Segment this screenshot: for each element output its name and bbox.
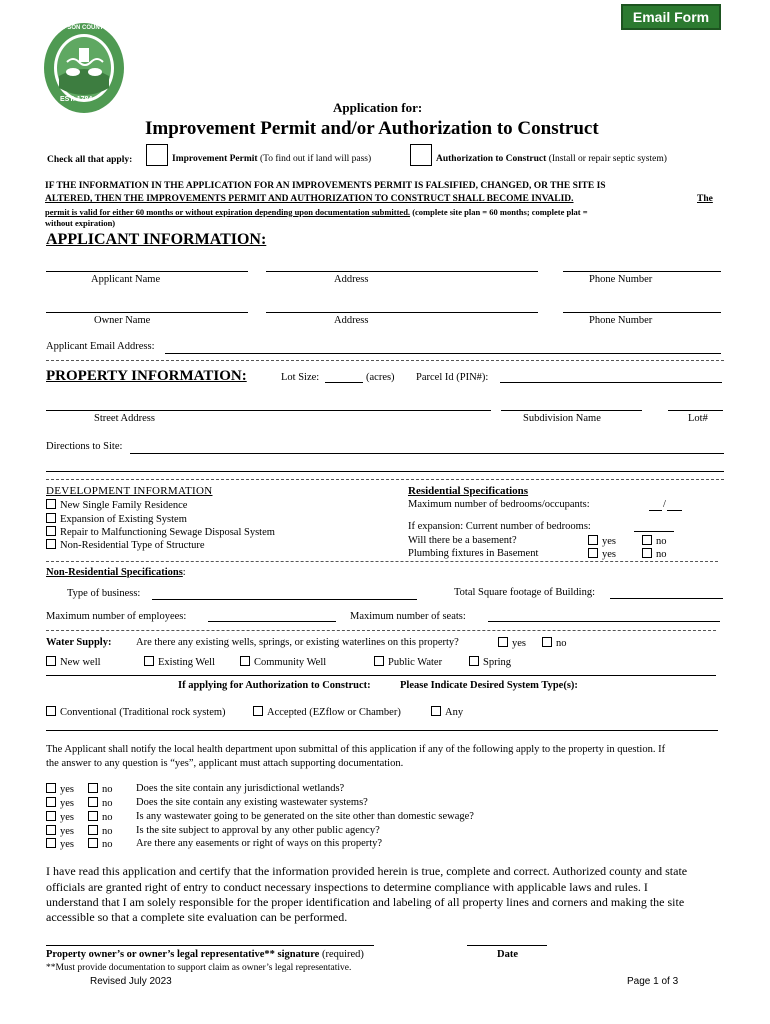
parcel-label: Parcel Id (PIN#): [416, 372, 489, 383]
divider [46, 675, 716, 676]
nonres-heading: Non-Residential Specifications: [46, 567, 186, 578]
checkbox[interactable] [253, 706, 263, 716]
applicant-address-field[interactable] [266, 271, 538, 272]
q5-yes[interactable]: yes [46, 838, 74, 850]
warning-line3: permit is valid for either 60 months or without expiration depending upon documentation submitted. (complete site plan = 60 months; complete plat = [45, 207, 588, 217]
question-3: Is any wastewater going to be generated on the site other than domestic sewage? [136, 811, 474, 822]
property-heading: PROPERTY INFORMATION: [46, 368, 247, 384]
q3-no[interactable]: no [88, 811, 113, 823]
q2-no[interactable]: no [88, 797, 113, 809]
certify-line3: understand that I am solely responsible for the proper identification and labeling of all property lines and corners and making the site [46, 895, 685, 909]
checkbox[interactable] [46, 838, 56, 848]
certify-line4: accessible so that a complete site evaluation can be performed. [46, 910, 348, 924]
parcel-field[interactable] [500, 382, 722, 383]
water-option-new-well[interactable]: New well [46, 656, 101, 668]
water-yes[interactable]: yes [498, 637, 526, 649]
seal-top-text: SAMPSON COUNTY, N.C. [50, 25, 123, 31]
water-option-existing-well[interactable]: Existing Well [144, 656, 215, 668]
directions-label: Directions to Site: [46, 441, 123, 452]
lot-size-label: Lot Size: [281, 372, 320, 383]
checkbox[interactable] [498, 637, 508, 647]
lot-label: Lot# [688, 413, 708, 424]
applicant-phone-label: Phone Number [589, 274, 653, 285]
owner-name-field[interactable] [46, 312, 248, 313]
dev-option-expansion[interactable]: Expansion of Existing System [46, 513, 187, 525]
divider [46, 630, 716, 631]
checkbox[interactable] [431, 706, 441, 716]
checkbox[interactable] [46, 797, 56, 807]
system-prompt-1: If applying for Authorization to Construct: [178, 680, 371, 691]
authorization-checkbox[interactable] [410, 144, 432, 166]
water-supply-label: Water Supply: [46, 637, 112, 648]
water-option-spring[interactable]: Spring [469, 656, 511, 668]
question-5: Are there any easements or right of ways on this property? [136, 838, 383, 849]
water-no[interactable]: no [542, 637, 567, 649]
checkbox[interactable] [46, 656, 56, 666]
directions-field[interactable] [130, 453, 724, 454]
employees-field[interactable] [208, 621, 336, 622]
checkbox[interactable] [88, 825, 98, 835]
improvement-permit-checkbox[interactable] [146, 144, 168, 166]
checkbox[interactable] [46, 811, 56, 821]
checkbox[interactable] [46, 526, 56, 536]
form-title: Improvement Permit and/or Authorization to Construct [145, 118, 599, 139]
checkbox[interactable] [88, 783, 98, 793]
applicant-heading: APPLICANT INFORMATION: [46, 231, 267, 248]
notify-line1: The Applicant shall notify the local health department upon submittal of this application if any of the following apply to the property in question. If [46, 744, 666, 755]
question-2: Does the site contain any existing wastewater systems? [136, 797, 368, 808]
system-prompt-2: Please Indicate Desired System Type(s): [400, 680, 578, 691]
divider [46, 360, 724, 361]
plumbing-no[interactable]: no [642, 548, 667, 560]
warning-line4: without expiration) [45, 218, 116, 228]
certify-line1: I have read this application and certify that the information provided herein is true, complete and correct. Authorized county and state [46, 864, 688, 878]
directions-field-2[interactable] [46, 471, 724, 472]
question-4: Is the site subject to approval by any other public agency? [136, 825, 380, 836]
q1-yes[interactable]: yes [46, 783, 74, 795]
q4-yes[interactable]: yes [46, 825, 74, 837]
q3-yes[interactable]: yes [46, 811, 74, 823]
email-label: Applicant Email Address: [46, 341, 155, 352]
owner-name-label: Owner Name [94, 315, 151, 326]
checkbox[interactable] [46, 706, 56, 716]
residential-heading: Residential Specifications [408, 485, 529, 497]
divider [46, 561, 718, 562]
question-1: Does the site contain any jurisdictional wetlands? [136, 783, 345, 794]
q5-no[interactable]: no [88, 838, 113, 850]
applicant-name-field[interactable] [46, 271, 248, 272]
applicant-phone-field[interactable] [563, 271, 721, 272]
current-bedrooms-field[interactable] [634, 531, 674, 532]
checkbox[interactable] [46, 499, 56, 509]
email-field[interactable] [165, 353, 721, 354]
checkbox[interactable] [46, 825, 56, 835]
current-bedrooms-label: If expansion: Current number of bedrooms: [408, 521, 591, 532]
dev-option-new-residence[interactable]: New Single Family Residence [46, 499, 187, 511]
representative-note: **Must provide documentation to support claim as owner’s legal representative. [46, 963, 352, 973]
page-number: Page 1 of 3 [627, 976, 679, 987]
checkbox[interactable] [88, 838, 98, 848]
notify-line2: the answer to any question is “yes”, applicant must attach supporting documentation. [46, 758, 404, 769]
dev-option-repair[interactable]: Repair to Malfunctioning Sewage Disposal System [46, 526, 275, 538]
business-type-field[interactable] [152, 599, 417, 600]
max-bedrooms-field[interactable] [649, 510, 662, 511]
water-option-community[interactable]: Community Well [240, 656, 326, 668]
plumbing-yes[interactable]: yes [588, 548, 616, 560]
sqft-field[interactable] [610, 598, 723, 599]
divider [46, 479, 724, 480]
owner-phone-label: Phone Number [589, 315, 653, 326]
seats-field[interactable] [488, 621, 720, 622]
checkbox[interactable] [469, 656, 479, 666]
certify-line2: officials are granted right of entry to conduct necessary inspections to determine compliance with applicable laws and rules. I [46, 880, 648, 894]
application-for-label: Application for: [333, 100, 423, 115]
checkbox[interactable] [588, 535, 598, 545]
max-occupants-field[interactable] [667, 510, 682, 511]
subdivision-label: Subdivision Name [523, 413, 601, 424]
street-label: Street Address [94, 413, 155, 424]
acres-label: (acres) [366, 372, 395, 383]
employees-label: Maximum number of employees: [46, 611, 187, 622]
slash: / [663, 499, 666, 510]
improvement-permit-option: Improvement Permit (To find out if land will pass) [172, 154, 372, 164]
checkbox[interactable] [46, 539, 56, 549]
warning-line2: ALTERED, THEN THE IMPROVEMENTS PERMIT AND AUTHORIZATION TO CONSTRUCT SHALL BECOME INVALID. [45, 194, 574, 204]
checkbox[interactable] [144, 656, 154, 666]
q2-yes[interactable]: yes [46, 797, 74, 809]
lot-size-field[interactable] [325, 382, 363, 383]
checkbox[interactable] [88, 811, 98, 821]
max-bedrooms-label: Maximum number of bedrooms/occupants: [408, 499, 590, 510]
street-field[interactable] [46, 410, 491, 411]
owner-address-field[interactable] [266, 312, 538, 313]
warning-line1: IF THE INFORMATION IN THE APPLICATION FOR AN IMPROVEMENTS PERMIT IS FALSIFIED, CHANGED, OR THE SITE IS [45, 181, 606, 191]
checkbox[interactable] [642, 548, 652, 558]
signature-field[interactable] [46, 945, 374, 946]
divider [46, 730, 718, 731]
revised-date: Revised July 2023 [90, 976, 172, 987]
checkbox[interactable] [240, 656, 250, 666]
checkbox[interactable] [374, 656, 384, 666]
system-option-conventional[interactable]: Conventional (Traditional rock system) [46, 706, 226, 718]
owner-phone-field[interactable] [563, 312, 721, 313]
q1-no[interactable]: no [88, 783, 113, 795]
check-all-label: Check all that apply: [47, 155, 133, 165]
applicant-name-label: Applicant Name [91, 274, 161, 285]
warning-line2-tail: The [697, 194, 713, 204]
applicant-address-label: Address [334, 274, 369, 285]
checkbox[interactable] [642, 535, 652, 545]
q4-no[interactable]: no [88, 825, 113, 837]
signature-label: Property owner’s or owner’s legal representative** signature (required) [46, 949, 364, 960]
checkbox[interactable] [88, 797, 98, 807]
system-option-any[interactable]: Any [431, 706, 463, 718]
system-option-accepted[interactable]: Accepted (EZflow or Chamber) [253, 706, 401, 718]
email-form-button[interactable]: Email Form [621, 4, 721, 30]
checkbox[interactable] [542, 637, 552, 647]
authorization-option: Authorization to Construct (Install or repair septic system) [436, 154, 667, 164]
water-option-public[interactable]: Public Water [374, 656, 442, 668]
water-question: Are there any existing wells, springs, or existing waterlines on this property? [136, 637, 459, 648]
dev-option-nonresidential[interactable]: Non-Residential Type of Structure [46, 539, 205, 551]
checkbox[interactable] [46, 783, 56, 793]
checkbox[interactable] [588, 548, 598, 558]
sqft-label: Total Square footage of Building: [454, 587, 595, 598]
business-type-label: Type of business: [67, 588, 141, 599]
checkbox[interactable] [46, 513, 56, 523]
seats-label: Maximum number of seats: [350, 611, 466, 622]
plumbing-label: Plumbing fixtures in Basement [408, 548, 539, 559]
seal-bottom-text: EST. 1784 [60, 96, 93, 103]
development-heading: DEVELOPMENT INFORMATION [46, 485, 213, 497]
lot-number-field[interactable] [668, 410, 723, 411]
subdivision-field[interactable] [501, 410, 642, 411]
basement-yes[interactable]: yes [588, 535, 616, 547]
date-field[interactable] [467, 945, 547, 946]
owner-address-label: Address [334, 315, 369, 326]
basement-no[interactable]: no [642, 535, 667, 547]
basement-label: Will there be a basement? [408, 535, 517, 546]
date-label: Date [497, 949, 518, 960]
